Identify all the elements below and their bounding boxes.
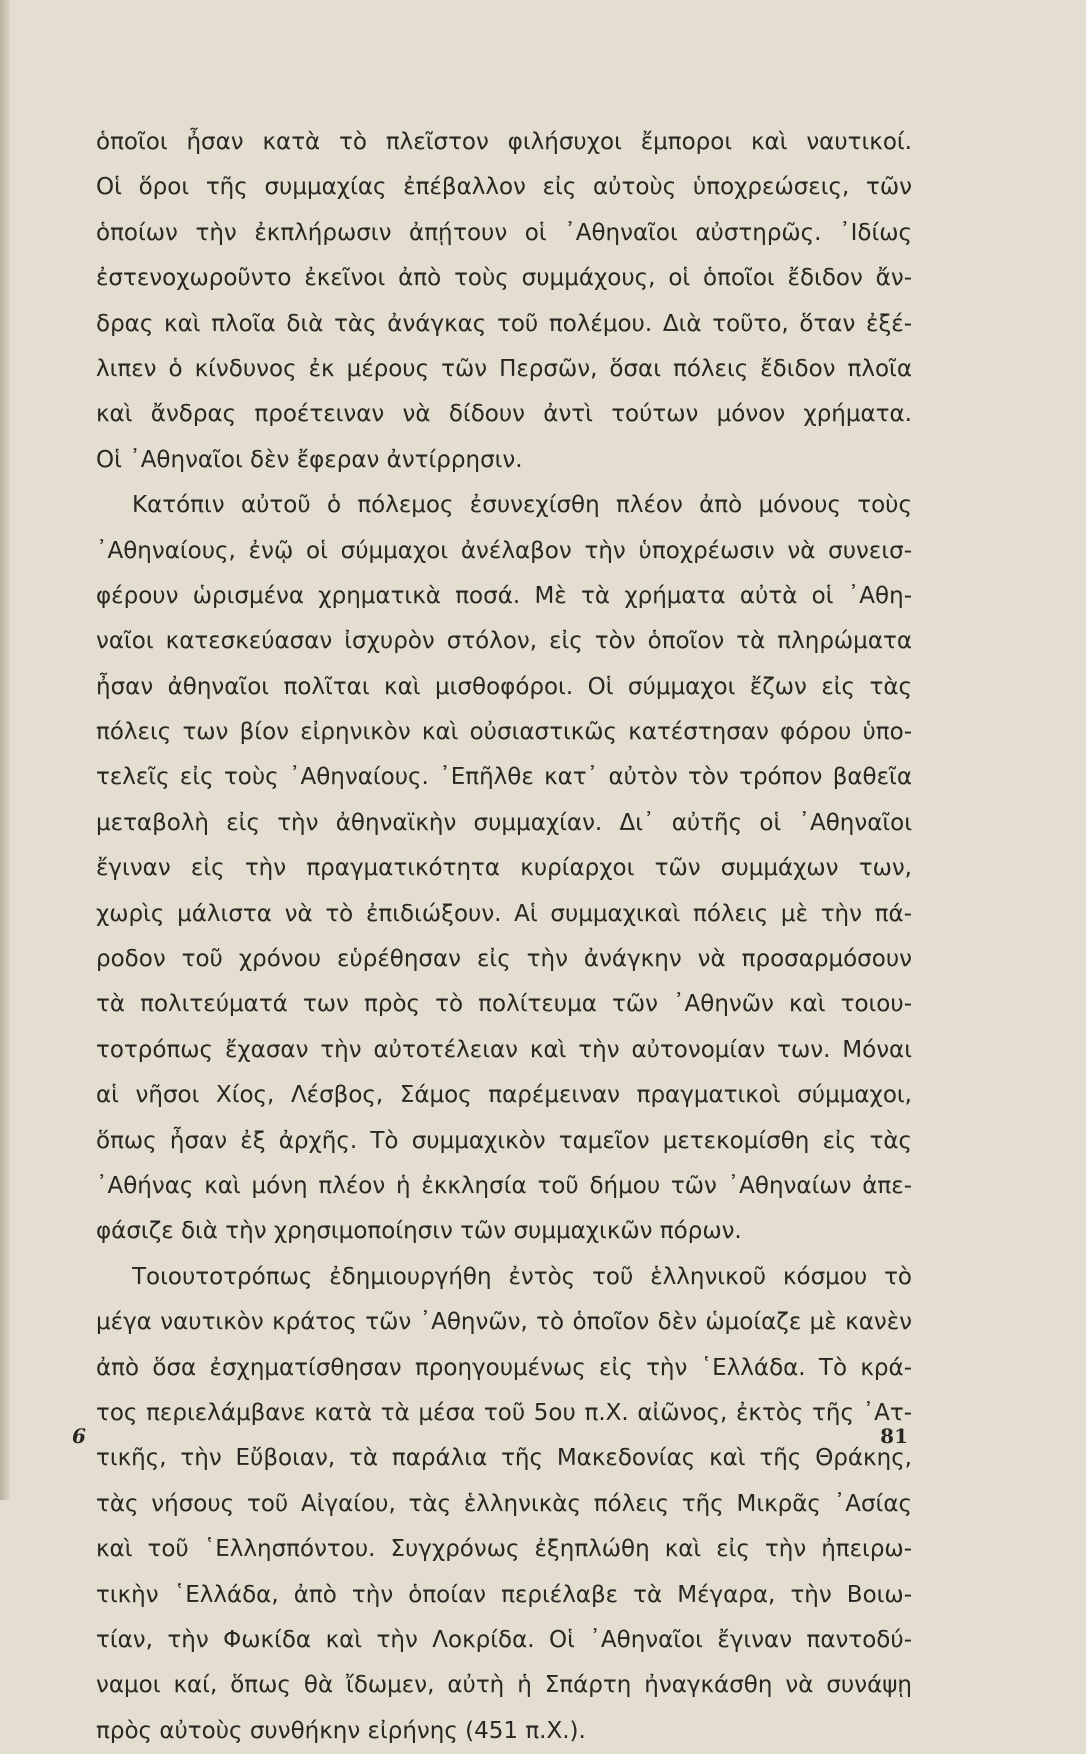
text-line: τος περιελάμβανε κατὰ τὰ μέσα τοῦ 5ου π.Χ. αἰῶνος, ἐκτὸς τῆς ᾿Ατ- [96, 1399, 912, 1426]
text-line: καὶ ἄνδρας προέτειναν νὰ δίδουν ἀντὶ τούτων μόνον χρήματα. [96, 401, 912, 428]
text-line: φάσιζε διὰ τὴν χρησιμοποίησιν τῶν συμμαχικῶν πόρων. [96, 1218, 742, 1245]
text-line: ἀπὸ ὅσα ἐσχηματίσθησαν προηγουμένως εἰς τὴν ῾Ελλάδα. Τὸ κρά- [96, 1354, 912, 1381]
text-line: τελεῖς εἰς τοὺς ᾿Αθηναίους. ᾿Επῆλθε κατ᾿ αὐτὸν τὸν τρόπον βαθεῖα [96, 764, 912, 791]
text-line: τικὴν ῾Ελλάδα, ἀπὸ τὴν ὁποίαν περιέλαβε τὰ Μέγαρα, τὴν Βοιω- [96, 1581, 912, 1608]
text-line: πόλεις των βίον εἰρηνικὸν καὶ οὐσιαστικῶς κατέστησαν φόρου ὑπο- [96, 719, 912, 746]
text-line: ροδον τοῦ χρόνου εὑρέθησαν εἰς τὴν ἀνάγκην νὰ προσαρμόσουν [96, 946, 912, 973]
page-edge [0, 0, 10, 1500]
page-text-block [96, 120, 912, 1754]
text-line: τικῆς, τὴν Εὔβοιαν, τὰ παράλια τῆς Μακεδονίας καὶ τῆς Θράκης, [96, 1445, 912, 1472]
text-line: αἱ νῆσοι Χίος, Λέσβος, Σάμος παρέμειναν πραγματικοὶ σύμμαχοι, [96, 1082, 912, 1109]
text-line: φέρουν ὡρισμένα χρηματικὰ ποσά. Μὲ τὰ χρήματα αὐτὰ οἱ ᾿Αθη- [96, 582, 912, 609]
text-line: πρὸς αὐτοὺς συνθήκην εἰρήνης (451 π.Χ.). [96, 1717, 586, 1744]
text-line: τοτρόπως ἔχασαν τὴν αὐτοτέλειαν καὶ τὴν αὐτονομίαν των. Μόναι [96, 1036, 912, 1063]
text-line: δρας καὶ πλοῖα διὰ τὰς ἀνάγκας τοῦ πολέμου. Διὰ τοῦτο, ὅταν ἐξέ- [96, 310, 912, 337]
page-number: 81 [880, 1424, 908, 1448]
text-line: μέγα ναυτικὸν κράτος τῶν ᾿Αθηνῶν, τὸ ὁποῖον δὲν ὡμοίαζε μὲ κανὲν [96, 1309, 912, 1336]
text-line: ναμοι καί, ὅπως θὰ ἴδωμεν, αὐτὴ ἡ Σπάρτη ἠναγκάσθη νὰ συνάψῃ [96, 1672, 912, 1699]
text-line: Κατόπιν αὐτοῦ ὁ πόλεμος ἐσυνεχίσθη πλέον ἀπὸ μόνους τοὺς [132, 492, 912, 519]
page-footer [0, 1424, 1086, 1454]
text-line: ἔγιναν εἰς τὴν πραγματικότητα κυρίαρχοι τῶν συμμάχων των, [96, 855, 912, 882]
text-line: ᾿Αθήνας καὶ μόνη πλέον ἡ ἐκκλησία τοῦ δήμου τῶν ᾿Αθηναίων ἀπε- [96, 1172, 912, 1199]
text-line: ναῖοι κατεσκεύασαν ἰσχυρὸν στόλον, εἰς τὸν ὁποῖον τὰ πληρώματα [96, 628, 912, 655]
text-line: μεταβολὴ εἰς τὴν ἀθηναϊκὴν συμμαχίαν. Δι᾿ αὐτῆς οἱ ᾿Αθηναῖοι [96, 809, 912, 836]
text-line: ὁποῖοι ἦσαν κατὰ τὸ πλεῖστον φιλήσυχοι ἔμποροι καὶ ναυτικοί. [96, 129, 912, 155]
text-line: Τοιουτοτρόπως ἐδημιουργήθη ἐντὸς τοῦ ἑλληνικοῦ κόσμου τὸ [132, 1263, 912, 1290]
text-line: Οἱ ὅροι τῆς συμμαχίας ἐπέβαλλον εἰς αὐτοὺς ὑποχρεώσεις, τῶν [96, 174, 912, 201]
text-line: λιπεν ὁ κίνδυνος ἐκ μέρους τῶν Περσῶν, ὅσαι πόλεις ἔδιδον πλοῖα [96, 355, 912, 382]
text-line: ὅπως ἦσαν ἐξ ἀρχῆς. Τὸ συμμαχικὸν ταμεῖον μετεκομίσθη εἰς τὰς [96, 1127, 912, 1154]
text-line: ᾿Αθηναίους, ἐνῷ οἱ σύμμαχοι ἀνέλαβον τὴν ὑποχρέωσιν νὰ συνεισ- [96, 537, 912, 564]
text-line: τίαν, τὴν Φωκίδα καὶ τὴν Λοκρίδα. Οἱ ᾿Αθηναῖοι ἔγιναν παντοδύ- [96, 1626, 912, 1653]
text-line: ὁποίων τὴν ἐκπλήρωσιν ἀπῄτουν οἱ ᾿Αθηναῖοι αὐστηρῶς. ᾿Ιδίως [96, 219, 912, 246]
text-line: χωρὶς μάλιστα νὰ τὸ ἐπιδιώξουν. Αἱ συμμαχικαὶ πόλεις μὲ τὴν πά- [96, 900, 912, 927]
text-line: τὰ πολιτεύματά των πρὸς τὸ πολίτευμα τῶν ᾿Αθηνῶν καὶ τοιου- [96, 991, 912, 1018]
text-line: καὶ τοῦ ῾Ελλησπόντου. Συγχρόνως ἐξηπλώθη καὶ εἰς τὴν ἠπειρω- [96, 1536, 912, 1563]
text-line: τὰς νήσους τοῦ Αἰγαίου, τὰς ἑλληνικὰς πόλεις τῆς Μικρᾶς ᾿Ασίας [96, 1490, 912, 1517]
text-line: ἦσαν ἀθηναῖοι πολῖται καὶ μισθοφόροι. Οἱ σύμμαχοι ἔζων εἰς τὰς [96, 673, 912, 700]
text-line: ἐστενοχωροῦντο ἐκεῖνοι ἀπὸ τοὺς συμμάχους, οἱ ὁποῖοι ἔδιδον ἄν- [96, 265, 912, 292]
text-line: Οἱ ᾿Αθηναῖοι δὲν ἔφεραν ἀντίρρησιν. [96, 446, 523, 473]
signature-mark: 6 [72, 1424, 86, 1448]
